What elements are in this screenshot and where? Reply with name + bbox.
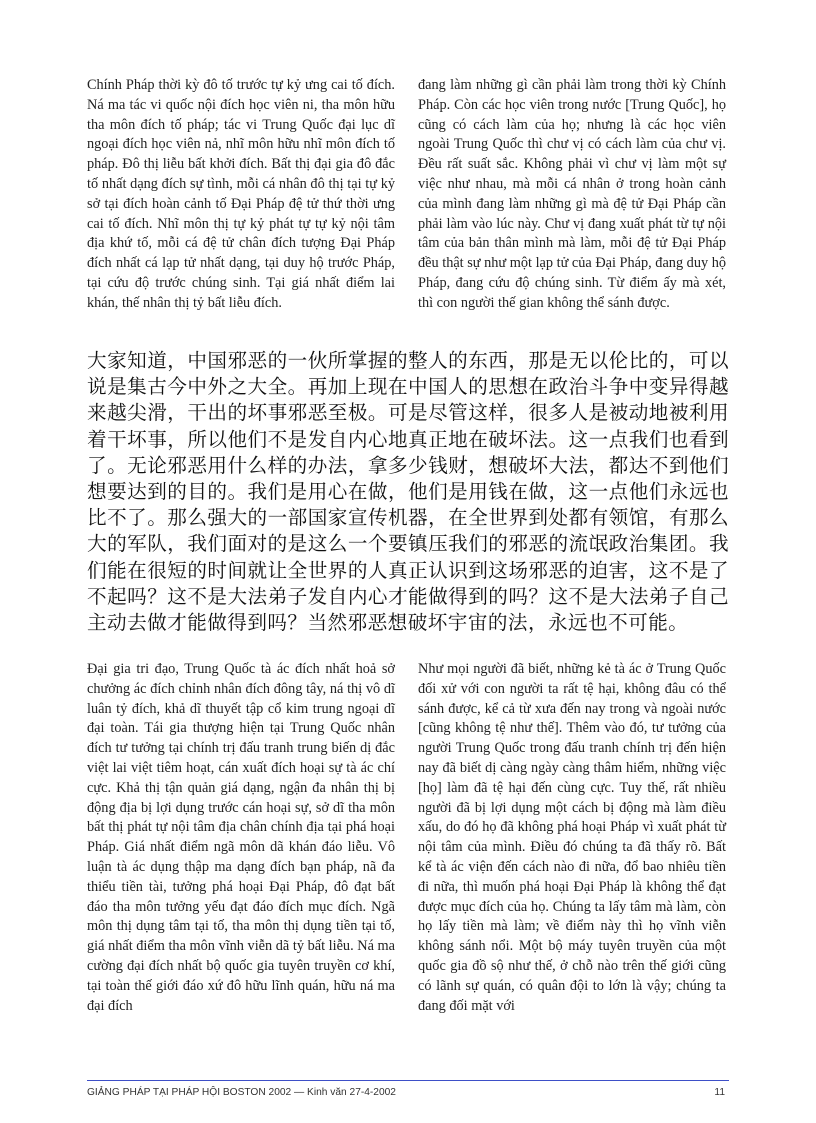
upper-right-paragraph: đang làm những gì cần phải làm trong thời kỳ Chính Pháp. Còn các học viên trong nước [Trung Quốc], họ cũng có cách làm của họ; nhưng là các học viên ngoài Trung Quốc thì chư vị có cách làm của chư vị. Đều rất suất sắc. Không phải vì chư vị làm một sự việc như nhau, mà mỗi cá nhân ở trong hoàn cảnh của mình đang làm những gì mà đệ tử Đại Pháp cần phải làm vào lúc này. Chư vị đang xuất phát từ tự nội tâm của bản thân mình mà làm, mỗi đệ tử Đại Pháp đều thật sự như một lạp tử của Đại Pháp, đang duy hộ Pháp, đang cứu độ chúng sinh. Từ điểm ấy mà xét, thì con người thế gian không thể sánh được. (418, 77, 726, 311)
footer-title: GIẢNG PHÁP TẠI PHÁP HỘI BOSTON 2002 — Kinh văn 27-4-2002 (87, 1087, 396, 1098)
lower-left-paragraph: Đại gia tri đạo, Trung Quốc tà ác đích nhất hoả sở chưởng ác đích chỉnh nhân đích đông tây, ná thị vô dĩ luân tỷ đích, khả dĩ thuyết tập cổ kim trung ngoại dĩ đại toàn. Tái gia thượng hiện tại Trung Quốc nhân đích tư tưởng tại chính trị đấu tranh trung biến dị đắc việt lai việt tiêm hoạt, cán xuất đích hoại sự tà ác chí cực. Khả thị tận quản giá dạng, ngận đa nhân thị bị động địa bị lợi dụng trước cán hoại sự, sở dĩ tha môn bất thị phát tự nội tâm địa chân chính địa tại phá hoại Pháp. Giá nhất điểm ngã môn dã khán đáo liễu. Vô luận tà ác dụng thập ma dạng đích bạn pháp, nã đa thiểu tiền tài, tưởng phá hoại Đại Pháp, đô đạt bất đáo tha môn tưởng yếu đạt đáo đích mục đích. Ngã môn thị dụng tâm tại tố, tha môn thị dụng tiền tại tố, giá nhất điểm tha môn vĩnh viễn dã tỷ bất liễu. Ná ma cường đại đích nhất bộ quốc gia tuyên truyền cơ khí, tại toàn thế giới đáo xứ đô hữu lĩnh quán, hữu ná ma đại đích (87, 661, 395, 1014)
page-footer (87, 1087, 729, 1098)
lower-right-paragraph: Như mọi người đã biết, những kẻ tà ác ở Trung Quốc đối xử với con người ta rất tệ hại, không đâu có thể sánh được, kể cả từ xưa đến nay trong và ngoài nước [cũng không tệ như thế]. Thêm vào đó, tư tưởng của người Trung Quốc trong đấu tranh chính trị đến hiện nay đã biết dị càng ngày càng thâm hiểm, những việc [họ] làm đã tệ hại đến cùng cực. Tuy thế, rất nhiều người đã bị lợi dụng một cách bị động mà làm điều xấu, do đó họ đã không phá hoại Pháp vì xuất phát từ nội tâm của mình. Điều đó chúng ta đã thấy rõ. Bất kể tà ác viện đến cách nào đi nữa, đổ bao nhiêu tiền đi nữa, thì muốn phá hoại Đại Pháp là không thể đạt được mục đích của họ. Chúng ta lấy tâm mà làm, còn họ lấy tiền mà làm; về điểm này thì họ vĩnh viễn không sánh nổi. Một bộ máy tuyên truyền của một quốc gia đồ sộ như thế, ở chỗ nào trên thế giới cũng có lãnh sự quán, có quân đội to lớn là vậy; chúng ta đang đối mặt với (418, 661, 726, 1014)
chinese-paragraph: 大家知道，中国邪恶的一伙所掌握的整人的东西，那是无以伦比的，可以说是集古今中外之大全。再加上现在中国人的思想在政治斗争中变异得越来越尖滑，干出的坏事邪恶至极。可是尽管这样，很多人是被动地被利用着干坏事，所以他们不是发自内心地真正地在破坏法。这一点我们也看到了。无论邪恶用什么样的办法，拿多少钱财，想破坏大法，都达不到他们想要达到的目的。我们是用心在做，他们是用钱在做，这一点他们永远也比不了。那么强大的一部国家宣传机器，在全世界到处都有领馆，有那么大的军队，我们面对的是这么一个要镇压我们的邪恶的流氓政治集团。我们能在很短的时间就让全世界的人真正认识到这场邪恶的迫害，这不是了不起吗？这不是大法弟子发自内心才能做得到的吗？这不是大法弟子自己主动去做才能做得到吗？当然邪恶想破坏宇宙的法，永远也不可能。 (87, 349, 729, 635)
page-number: 11 (714, 1087, 725, 1098)
upper-left-paragraph: Chính Pháp thời kỳ đô tố trước tự kỷ ưng cai tố đích. Ná ma tác vi quốc nội đích học viên ni, tha môn hữu tha môn đích tố pháp; tác vi Trung Quốc đại lục dĩ ngoại đích học viên nả, nhĩ môn hữu nhĩ môn đích tố pháp. Đô thị liễu bất khởi đích. Bất thị đại gia đô đắc tố nhất dạng đích sự tình, mỗi cá nhân đô thị tại tự kỷ sở tại đích hoàn cảnh tố Đại Pháp đệ tử thứ thời ưng cai tố đích. Nhĩ môn thị tự kỷ phát tự tự kỷ nội tâm địa khứ tố, mỗi cá đệ tử chân đích tượng Đại Pháp đích nhất cá lạp tử nhất dạng, tại duy hộ trước Pháp, tại cứu độ trước chúng sinh. Tại giá nhất điểm lai khán, thế nhân thị tỷ bất liễu đích. (87, 77, 395, 311)
footer-divider (87, 1080, 729, 1081)
